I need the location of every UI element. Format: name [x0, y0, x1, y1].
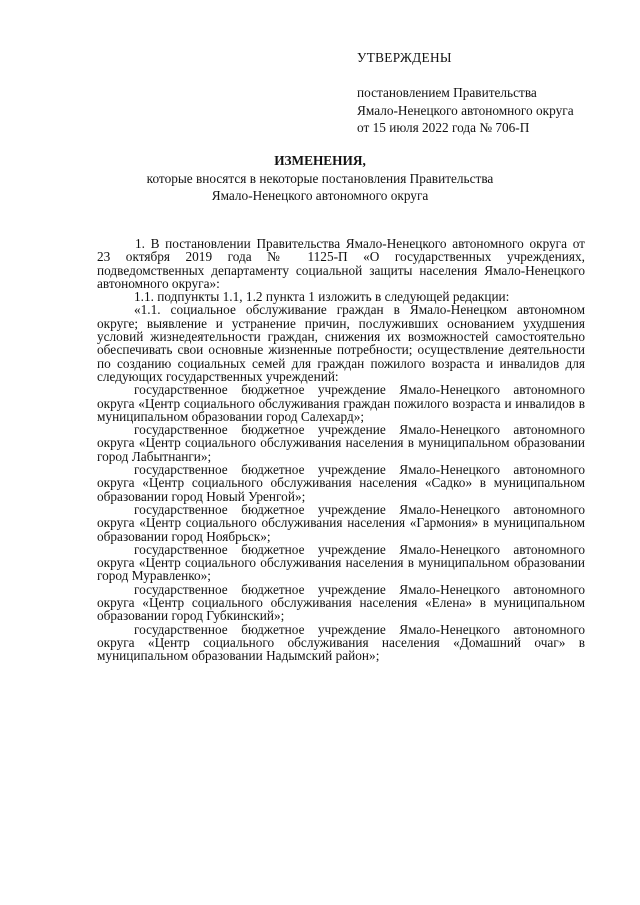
title-line: которые вносятся в некоторые постановления Правительства	[146, 170, 494, 186]
paragraph: государственное бюджетное учреждение Ямало-Ненецкого автономного округа «Центр социального обслуживания населения в муниципальном образовании город Лабытнанги»;	[97, 422, 585, 464]
paragraph: 1. В постановлении Правительства Ямало-Ненецкого автономного округа от 23 октября 2019 года № 1125-П «О государственных учреждениях, подведомственных департаменту социальной защиты населения Ямало-Ненецкого автономного округа»:	[97, 236, 585, 291]
approval-line: от 15 июля 2022 года № 706-П	[357, 120, 530, 136]
paragraph: государственное бюджетное учреждение Ямало-Ненецкого автономного округа «Центр социального обслуживания граждан пожилого возраста и инвалидов в муниципальном образовании город Салехард»;	[97, 382, 585, 424]
document-title	[0, 152, 640, 205]
approval-block	[357, 49, 617, 137]
paragraph: государственное бюджетное учреждение Ямало-Ненецкого автономного округа «Центр социального обслуживания населения «Садко» в муниципальном образовании город Новый Уренгой»;	[97, 462, 585, 504]
paragraph: государственное бюджетное учреждение Ямало-Ненецкого автономного округа «Центр социального обслуживания населения «Домашний очаг» в муниципальном образовании Надымский район»;	[97, 621, 585, 664]
title-main: ИЗМЕНЕНИЯ,	[274, 153, 366, 168]
paragraph: государственное бюджетное учреждение Ямало-Ненецкого автономного округа «Центр социального обслуживания населения «Елена» в муниципальном образовании город Губкинский»;	[97, 581, 585, 624]
document-body	[97, 237, 585, 663]
title-line: Ямало-Ненецкого автономного округа	[211, 188, 429, 203]
paragraph: «1.1. социальное обслуживание граждан в Ямало-Ненецком автономном округе; выявление и устранение причин, послуживших основанием ухудшения условий жизнедеятельности граждан, снижения их возможностей самостоятельно обеспечивать свои основные жизненные потребности; осуществление деятельности по созданию социальных семей для граждан пожилого возраста и инвалидов для следующих государственных учреждений:	[97, 302, 585, 384]
approval-line: постановлением Правительства	[357, 85, 537, 101]
approval-line: Ямало-Ненецкого автономного округа	[357, 102, 574, 118]
paragraph: 1.1. подпункты 1.1, 1.2 пункта 1 изложить в следующей редакции:	[134, 289, 510, 305]
paragraph: государственное бюджетное учреждение Ямало-Ненецкого автономного округа «Центр социального обслуживания населения «Гармония» в муниципальном образовании город Ноябрьск»;	[97, 501, 585, 544]
paragraph: государственное бюджетное учреждение Ямало-Ненецкого автономного округа «Центр социального обслуживания населения в муниципальном образовании город Муравленко»;	[97, 541, 585, 584]
approval-heading: УТВЕРЖДЕНЫ	[357, 50, 452, 65]
